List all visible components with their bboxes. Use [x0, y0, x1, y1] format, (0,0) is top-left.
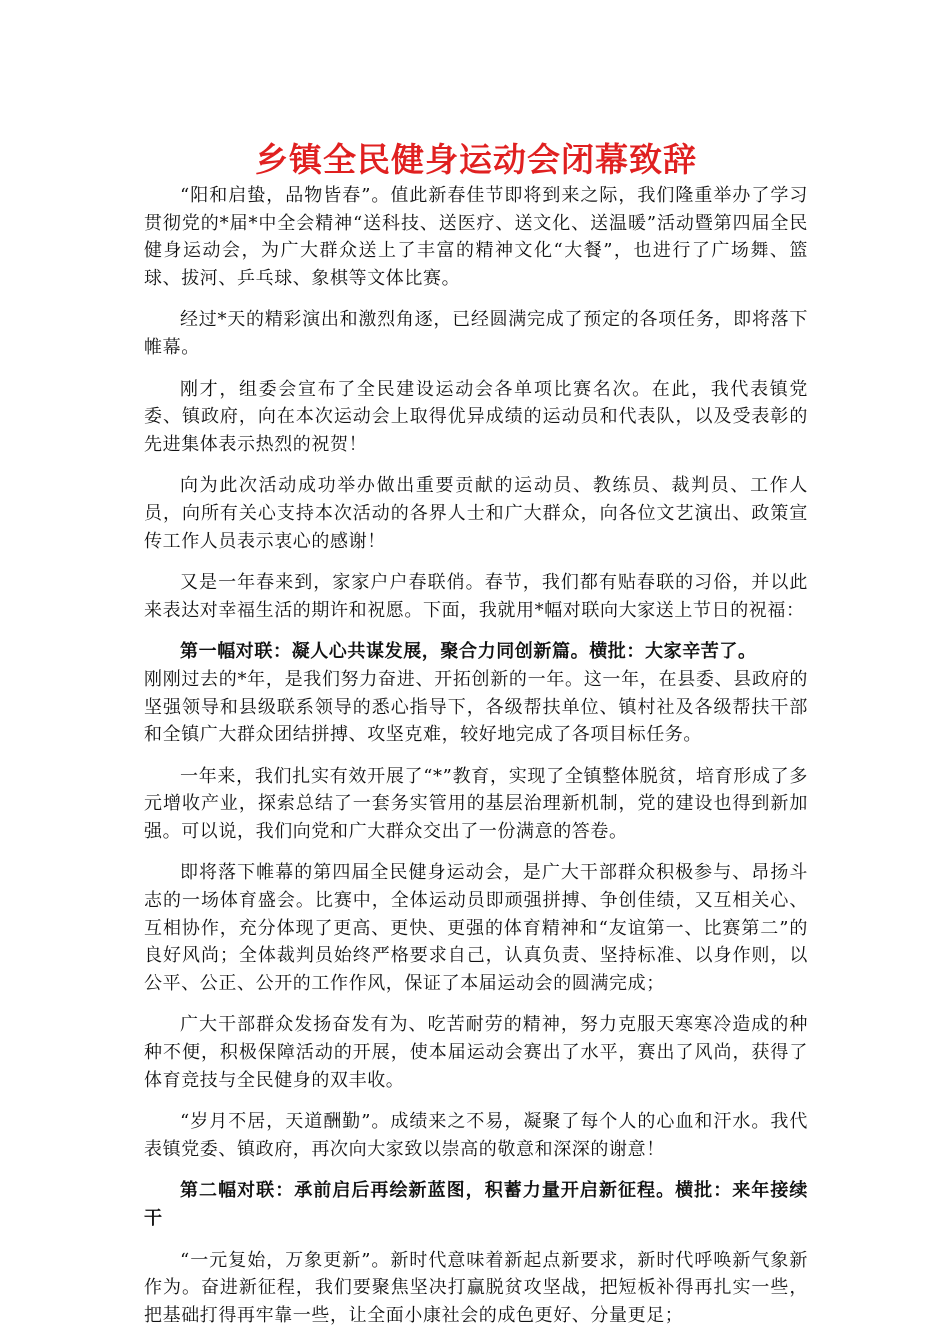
paragraph-6: 一年来，我们扎实有效开展了“*”教育，实现了全镇整体脱贫，培育形成了多元增收产业，探索总结了一套务实管用的基层治理新机制，党的建设也得到新加强。可以说，我们向党和广大群众交出了一份满意的答卷。: [144, 765, 808, 842]
paragraph-3: 刚才，组委会宣布了全民建设运动会各单项比赛名次。在此，我代表镇党委、镇政府，向在本次运动会上取得优异成绩的运动员和代表队，以及受表彰的先进集体表示热烈的祝贺！: [144, 378, 808, 455]
paragraph-9: “岁月不居，天道酬勤”。成绩来之不易，凝聚了每个人的心血和汗水。我代表镇党委、镇政府，再次向大家致以崇高的敬意和深深的谢意！: [144, 1111, 808, 1160]
paragraph-8: 广大干部群众发扬奋发有为、吃苦耐劳的精神，努力克服天寒寒冷造成的种种不便，积极保障活动的开展，使本届运动会赛出了水平，赛出了风尚，获得了体育竞技与全民健身的双丰收。: [144, 1014, 808, 1091]
couplet-1-text: 刚刚过去的*年，是我们努力奋进、开拓创新的一年。这一年，在县委、县政府的坚强领导和县级联系领导的悉心指导下，各级帮扶单位、镇村社及各级帮扶干部和全镇广大群众团结拼搏、攻坚克难，较好地完成了各项目标任务。: [144, 668, 808, 746]
couplet-1-block: [144, 638, 808, 748]
paragraph-4: 向为此次活动成功举办做出重要贡献的运动员、教练员、裁判员、工作人员，向所有关心支持本次活动的各界人士和广大群众，向各位文艺演出、政策宣传工作人员表示衷心的感谢！: [144, 475, 808, 552]
couplet-2-heading: 第二幅对联：承前启后再绘新蓝图，积蓄力量开启新征程。横批：来年接续干: [144, 1180, 808, 1229]
paragraph-5: 又是一年春来到，家家户户春联俏。春节，我们都有贴春联的习俗，并以此来表达对幸福生活的期许和祝愿。下面，我就用*幅对联向大家送上节日的祝福：: [144, 572, 808, 621]
document-body: [144, 182, 808, 1343]
paragraph-2: 经过*天的精彩演出和激烈角逐，已经圆满完成了预定的各项任务，即将落下帷幕。: [144, 309, 808, 358]
paragraph-7: 即将落下帷幕的第四届全民健身运动会，是广大干部群众积极参与、昂扬斗志的一场体育盛会。比赛中，全体运动员即顽强拼搏、争创佳绩，又互相关心、互相协作，充分体现了更高、更快、更强的体育精神和“友谊第一、比赛第二”的良好风尚；全体裁判员始终严格要求自己，认真负责、坚持标准、以身作则，以公平、公正、公开的工作作风，保证了本届运动会的圆满完成；: [144, 862, 808, 994]
paragraph-10: “一元复始，万象更新”。新时代意味着新起点新要求，新时代呼唤新气象新作为。奋进新征程，我们要聚焦坚决打赢脱贫攻坚战，把短板补得再扎实一些，把基础打得再牢靠一些，让全面小康社会的成色更好、分量更足；: [144, 1249, 808, 1326]
paragraph-1: “阳和启蛰，品物皆春”。值此新春佳节即将到来之际，我们隆重举办了学习贯彻党的*届*中全会精神“送科技、送医疗、送文化、送温暖”活动暨第四届全民健身运动会，为广大群众送上了丰富的精神文化“大餐”，也进行了广场舞、篮球、拔河、乒乓球、象棋等文体比赛。: [144, 185, 808, 289]
couplet-1-heading: 第一幅对联：凝人心共谋发展，聚合力同创新篇。横批：大家辛苦了。: [180, 641, 757, 663]
document-title: 乡镇全民健身运动会闭幕致辞: [255, 140, 697, 179]
